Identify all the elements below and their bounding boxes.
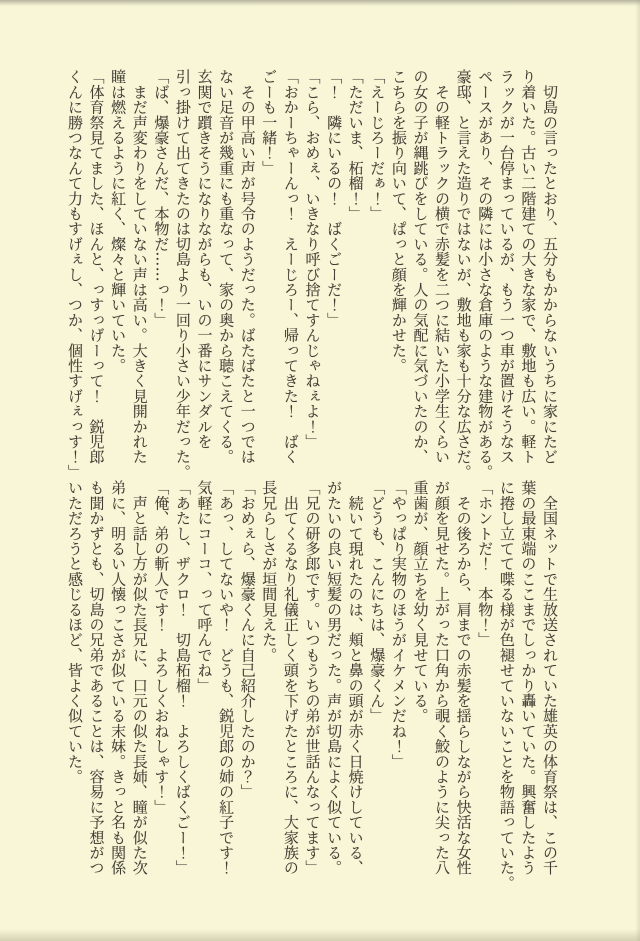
text-column: 葉の最東端のここまでしっかり轟いていた。興奮したよう <box>519 480 538 876</box>
text-column: 重歯が、顔立ちを幼く見せている。 <box>411 480 430 724</box>
text-column: り着いた。古い二階建ての大きな家で、敷地も広い。軽ト <box>519 69 538 465</box>
text-column: ごーも一緒！」 <box>260 69 279 176</box>
text-column: 玄関で躓きそうになりながらも、いの一番にサンダルを <box>195 69 214 449</box>
text-block-1 <box>63 69 560 480</box>
text-column: 「えーじろーだぁ！」 <box>368 69 387 221</box>
text-column: ない足音が幾重にも重なって、家の奥から聴こえてくる。 <box>217 69 236 465</box>
text-column: 瞳は燃えるように紅く、燦々と輝いていた。 <box>109 69 128 373</box>
text-column: 「体育祭見てました、ほんと、っすっげーって！ 鋭児郎 <box>87 69 106 465</box>
text-column: の女の子が縄跳びをしている。人の気配に気づいたのか、 <box>411 69 430 465</box>
page-top-edge-shadow <box>0 0 640 6</box>
text-column: 長兄らしさが垣間見えた。 <box>260 480 279 663</box>
text-column: 「ば、爆豪さんだ、本物だ……っ！」 <box>152 69 171 328</box>
text-column: 「ただいま、柘榴！」 <box>346 69 365 221</box>
text-column: 「ホントだ！ 本物！」 <box>476 480 495 648</box>
text-column: その後ろから、肩までの赤髪を揺らしながら快活な女性 <box>454 480 473 876</box>
text-column: 声と話し方が似た長兄に、口元の似た長姉、瞳が似た次 <box>130 480 149 876</box>
text-column: まだ声変わりをしていない声は高い。大きく見開かれた <box>130 69 149 465</box>
text-column: 弟に、明るい人懐っこさが似ている末妹。きっと名も関係 <box>109 480 128 876</box>
text-column: も聞かずとも、切島の兄弟であることは、容易に予想がつ <box>87 480 106 876</box>
text-column: 「どうも、こんにちは、爆豪くん」 <box>368 480 387 724</box>
text-column: 切島の言ったとおり、五分もかからないうちに家にたど <box>541 69 559 465</box>
text-column: に捲し立てて喋る様が色褪せていないことを物語っていた。 <box>497 480 516 891</box>
text-column: 「こら、おめぇ、いきなり呼び捨てすんじゃねぇよ！」 <box>303 69 322 449</box>
text-column: こちらを振り向いて、ぱっと顔を輝かせた。 <box>389 69 408 373</box>
text-column: 「兄の研多郎です。いつもうちの弟が世話んなってます」 <box>303 480 322 876</box>
text-column: いただろうと感じるほど、皆よく似ていた。 <box>65 480 84 784</box>
text-column: 「おめぇら、爆豪くんに自己紹介したのか？」 <box>238 480 257 800</box>
text-column: その軽トラックの横で赤髪を二つに結いた小学生くらい <box>433 69 452 465</box>
text-column: 続いて現れたのは、頬と鼻の頭が赤く日焼けしている、 <box>346 480 365 876</box>
text-column: 出てくるなり礼儀正しく頭を下げたところに、大家族の <box>281 480 300 876</box>
text-column: 「おかーちゃーんっ！ えーじろー、帰ってきた！ ばく <box>281 69 300 465</box>
page-right-edge-shadow <box>635 0 640 941</box>
text-column: くんに勝つなんて力もすげぇし、つか、個性すげぇっす！」 <box>65 69 84 480</box>
text-column: 引っ掛けて出てきたのは切島より一回り小さい少年だった。 <box>173 69 192 480</box>
text-column: 全国ネットで生放送されていた雄英の体育祭は、この千 <box>541 480 559 876</box>
text-column: ラックが一台停まっているが、もう一つ車が置けそうなス <box>497 69 516 465</box>
text-block-2 <box>63 480 560 891</box>
text-column: 「俺、弟の斬人です！ よろしくおねしゃす！」 <box>152 480 171 815</box>
text-column: 「あっ、してないや！ どうも、鋭児郎の姉の紅子です！ <box>217 480 236 876</box>
text-column: 豪邸、と言えた造りではないが、敷地も家も十分な広さだ。 <box>454 69 473 480</box>
text-column: 気軽にコーコ、って呼んでね」 <box>195 480 214 693</box>
text-column: がたいの良い短髪の男だった。声が切島によく似ている。 <box>325 480 344 876</box>
text-column: 「やっぱり実物のほうがイケメンだね！」 <box>389 480 408 769</box>
text-column: 「！ 隣にいるの！ ばくごーだ！」 <box>325 69 344 328</box>
text-column: が顔を見せた。上がった口角から覗く鮫のように尖った八 <box>433 480 452 876</box>
text-column: ペースがあり、その隣には小さな倉庫のような建物がある。 <box>476 69 495 480</box>
page-bottom-edge-shadow <box>0 929 640 941</box>
text-column: 「あたし、ザクロ！ 切島柘榴！ よろしくばくごー！」 <box>173 480 192 876</box>
text-column: その甲高い声が号令のようだった。ばたばたと一つでは <box>238 69 257 465</box>
